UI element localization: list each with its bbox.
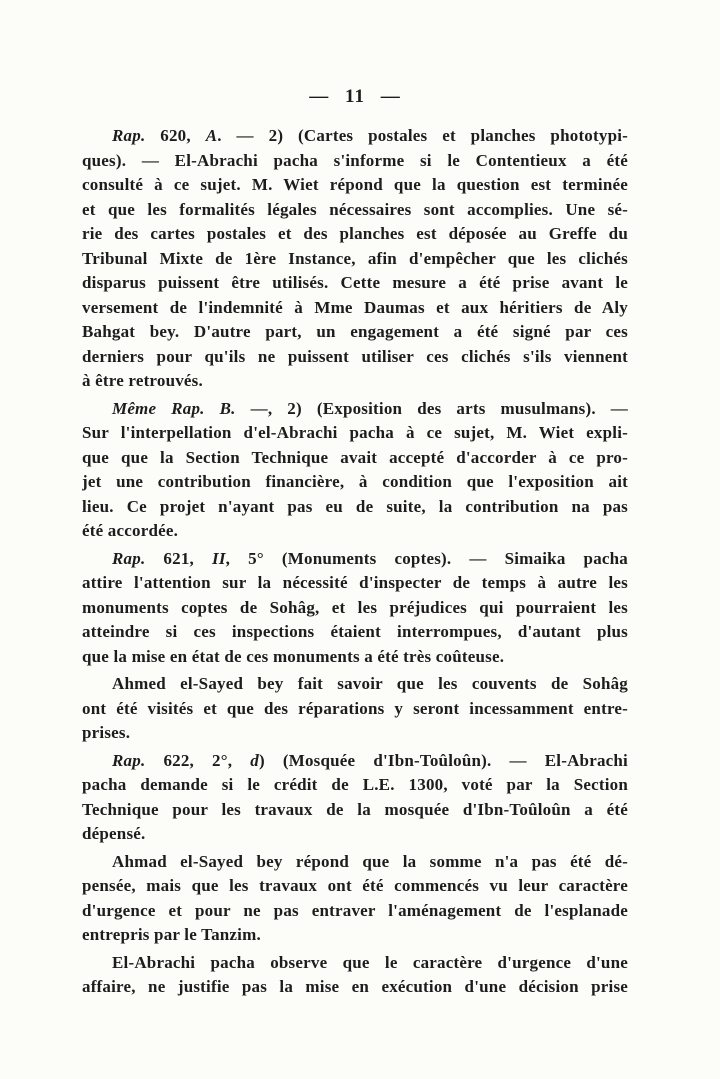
paragraph xyxy=(82,397,628,544)
text-run: 622, 2°, xyxy=(145,750,251,770)
italic-text-run: Rap. xyxy=(112,750,146,770)
text-run: 620, xyxy=(145,126,206,145)
text-run: Tribunal Mixte de 1ère Instance, afin d'empêcher que les clichés xyxy=(82,248,628,268)
italic-text-run: A xyxy=(205,126,218,145)
text-run: entrepris par le Tanzim. xyxy=(82,925,261,944)
paragraph xyxy=(82,124,628,394)
text-line xyxy=(82,149,628,174)
text-run: —, 2) (Exposition des arts musulmans). — xyxy=(235,398,628,418)
text-run: versement de l'indemnité à Mme Daumas et aux héritiers de Aly xyxy=(82,297,628,317)
italic-text-run: Même Rap. B. xyxy=(112,398,236,418)
text-run: pensée, mais que les travaux ont été commencés vu leur caractère xyxy=(82,876,628,895)
italic-text-run: Rap. xyxy=(112,126,146,145)
text-line xyxy=(82,749,628,774)
paragraph xyxy=(82,951,628,1000)
text-line xyxy=(82,571,628,596)
text-line xyxy=(82,369,628,394)
text-run: affaire, ne justifie pas la mise en exécution d'une décision prise xyxy=(82,977,628,996)
paragraph xyxy=(82,547,628,670)
text-run: Ahmed el-Sayed bey fait savoir que les couvents de Sohâg xyxy=(112,674,628,693)
text-run: à être retrouvés. xyxy=(82,371,203,390)
text-line xyxy=(82,874,628,899)
text-run: derniers pour qu'ils ne puissent utiliser ces clichés s'ils viennent xyxy=(82,346,628,366)
page-number-header: — 11 — xyxy=(309,86,401,107)
text-run: lieu. Ce projet n'ayant pas eu de suite, la contribution na pas xyxy=(82,496,628,516)
text-line xyxy=(82,421,628,446)
text-run: monuments coptes de Sohâg, et les préjudices qui pourraient les xyxy=(82,597,628,617)
text-run: Sur l'interpellation d'el-Abrachi pacha à ce sujet, M. Wiet expli- xyxy=(82,423,628,442)
paragraph xyxy=(82,672,628,746)
text-run: pacha demande si le crédit de L.E. 1300, voté par la Section xyxy=(82,775,628,794)
text-line xyxy=(82,222,628,247)
text-line xyxy=(82,645,628,670)
text-run: attire l'attention sur la nécessité d'inspecter de temps à autre les xyxy=(82,573,628,592)
text-line xyxy=(82,345,628,370)
text-line xyxy=(82,446,628,471)
text-line xyxy=(82,519,628,544)
text-run: ques). — El-Abrachi pacha s'informe si le Contentieux a été xyxy=(82,150,628,170)
text-run: Bahgat bey. D'autre part, un engagement a été signé par ces xyxy=(82,322,628,341)
text-run: consulté à ce sujet. M. Wiet répond que la question est terminée xyxy=(82,175,628,194)
text-line xyxy=(82,773,628,798)
text-line xyxy=(82,247,628,272)
text-run: . — 2) (Cartes postales et planches phototypi- xyxy=(217,126,628,145)
text-line xyxy=(82,470,628,495)
text-line xyxy=(82,951,628,976)
text-line xyxy=(82,899,628,924)
text-run: El-Abrachi pacha observe que le caractère d'urgence d'une xyxy=(112,952,628,972)
text-line xyxy=(82,798,628,823)
text-run: atteindre si ces inspections étaient interrompues, d'autant plus xyxy=(82,622,628,641)
text-line xyxy=(82,271,628,296)
text-line xyxy=(82,320,628,345)
text-run: été accordée. xyxy=(82,521,179,540)
text-run: que que la Section Technique avait accepté d'accorder à ce pro- xyxy=(82,447,628,467)
paragraph xyxy=(82,850,628,948)
text-run: Ahmad el-Sayed bey répond que la somme n'a pas été dé- xyxy=(112,851,628,871)
text-run: , 5° (Monuments coptes). — Simaika pacha xyxy=(225,548,628,568)
text-run: 621, xyxy=(145,548,213,568)
text-line xyxy=(82,124,628,149)
text-run: dépensé. xyxy=(82,824,146,843)
text-line xyxy=(82,198,628,223)
text-line xyxy=(82,822,628,847)
text-line xyxy=(82,397,628,422)
text-line xyxy=(82,975,628,1000)
text-run: et que les formalités légales nécessaires sont accomplies. Une sé- xyxy=(82,199,628,219)
text-line xyxy=(82,672,628,697)
text-line xyxy=(82,923,628,948)
text-run: rie des cartes postales et des planches est déposée au Greffe du xyxy=(82,224,628,243)
text-line xyxy=(82,620,628,645)
text-run: prises. xyxy=(82,723,131,742)
text-run: disparus puissent être utilisés. Cette mesure a été prise avant le xyxy=(82,273,628,292)
text-line xyxy=(82,721,628,746)
text-line xyxy=(82,547,628,572)
italic-text-run: II xyxy=(212,548,226,568)
text-line xyxy=(82,596,628,621)
text-run: ) (Mosquée d'Ibn-Toûloûn). — El-Abrachi xyxy=(258,750,628,770)
text-run: Technique pour les travaux de la mosquée d'Ibn-Toûloûn a été xyxy=(82,799,628,819)
text-run: que la mise en état de ces monuments a été très coûteuse. xyxy=(82,646,505,666)
text-run: jet une contribution financière, à condition que l'exposition ait xyxy=(82,472,628,491)
text-line xyxy=(82,495,628,520)
text-run: d'urgence et pour ne pas entraver l'aménagement de l'esplanade xyxy=(82,900,628,920)
text-line xyxy=(82,697,628,722)
text-line xyxy=(82,296,628,321)
italic-text-run: d xyxy=(250,750,259,770)
paragraph xyxy=(82,749,628,847)
page-body xyxy=(82,124,628,1003)
italic-text-run: Rap. xyxy=(112,548,146,568)
text-line xyxy=(82,173,628,198)
text-line xyxy=(82,850,628,875)
text-run: ont été visités et que des réparations y seront incessamment entre- xyxy=(82,698,628,718)
